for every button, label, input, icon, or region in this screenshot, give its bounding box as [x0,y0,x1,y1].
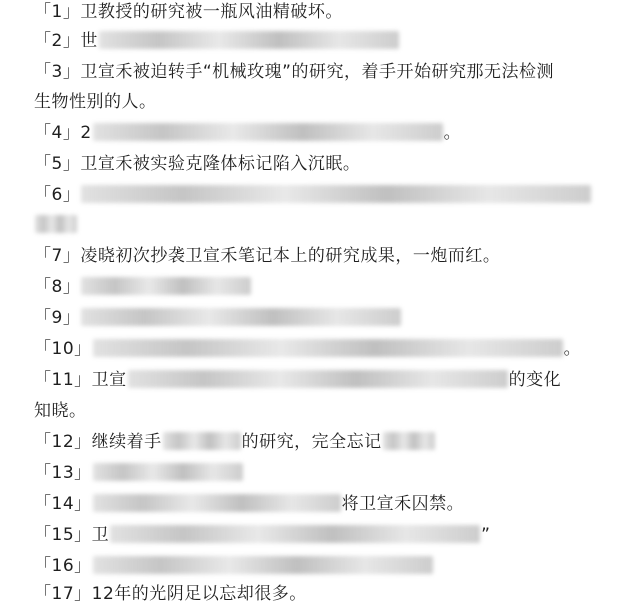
item-text-end: 将卫宣禾囚禁。 [341,494,465,514]
item-number: 「11」 [34,370,92,390]
list-item-6-continued [34,211,78,239]
redacted-text [110,525,480,543]
item-text: 继续着手 [91,432,162,452]
list-item-3 [34,58,554,86]
list-item-14 [34,490,464,518]
item-number: 「15」 [34,525,92,545]
item-text: 卫教授的研究被一瓶风油精破坏。 [80,2,343,22]
list-item-17 [34,580,307,607]
redacted-text [81,185,591,203]
list-item-11 [34,366,561,394]
list-item-1 [34,0,343,26]
item-text-mid: 的研究，完全忘记 [241,432,382,452]
redacted-text [93,494,341,512]
item-number: 「17」 [34,584,92,604]
list-item-16 [34,552,434,580]
redacted-text [81,308,401,326]
list-item-5 [34,150,360,178]
list-item-13 [34,459,244,487]
item-text: 卫宣 [91,370,127,390]
redacted-text [128,370,508,388]
item-number: 「5」 [34,154,81,174]
list-item-15 [34,521,490,549]
list-item-12 [34,428,436,456]
list-item-6 [34,181,592,209]
redacted-text [81,277,251,295]
item-number: 「3」 [34,62,81,82]
item-number: 「2」 [34,31,81,51]
item-number: 「10」 [34,339,92,359]
redacted-text [93,339,563,357]
list-item-7 [34,242,500,270]
item-text-end: 的变化 [508,370,562,390]
item-number: 「16」 [34,556,92,576]
list-item-9 [34,304,402,332]
item-text: 凌晓初次抄袭卫宣禾笔记本上的研究成果，一炮而红。 [80,246,501,266]
item-number: 「8」 [34,277,81,297]
item-number: 「14」 [34,494,92,514]
redacted-text [383,432,435,450]
item-text-continued: 生物性别的人。 [34,92,157,112]
item-number: 「13」 [34,463,92,483]
item-number: 「7」 [34,246,81,266]
list-item-11-continued [34,397,87,425]
item-text: 卫 [91,525,110,545]
item-text-end: 。 [443,123,462,143]
redacted-text [99,31,399,49]
item-number: 「12」 [34,432,92,452]
item-text-continued: 知晓。 [34,401,87,421]
item-text: 世 [80,31,98,51]
item-text: 卫宣禾被迫转手“机械玫瑰”的研究，着手开始研究那无法检测 [80,62,554,82]
list-item-8 [34,273,252,301]
redacted-text [93,556,433,574]
item-number: 「9」 [34,308,81,328]
list-item-10 [34,335,581,363]
redacted-text [163,432,241,450]
item-text-end: 。 [563,339,582,359]
item-text-end: ” [481,525,491,545]
item-number: 「1」 [34,2,81,22]
redacted-text [93,463,243,481]
list-item-2 [34,27,400,55]
item-text: 12年的光阴足以忘却很多。 [91,584,307,604]
list-item-3-continued [34,88,157,116]
item-number: 「6」 [34,185,81,205]
item-number: 「4」 [34,123,81,143]
list-item-4 [34,119,461,147]
redacted-text [35,215,77,233]
redacted-text [93,123,443,141]
item-text: 卫宣禾被实验克隆体标记陷入沉眠。 [80,154,361,174]
item-text: 2 [80,123,92,143]
